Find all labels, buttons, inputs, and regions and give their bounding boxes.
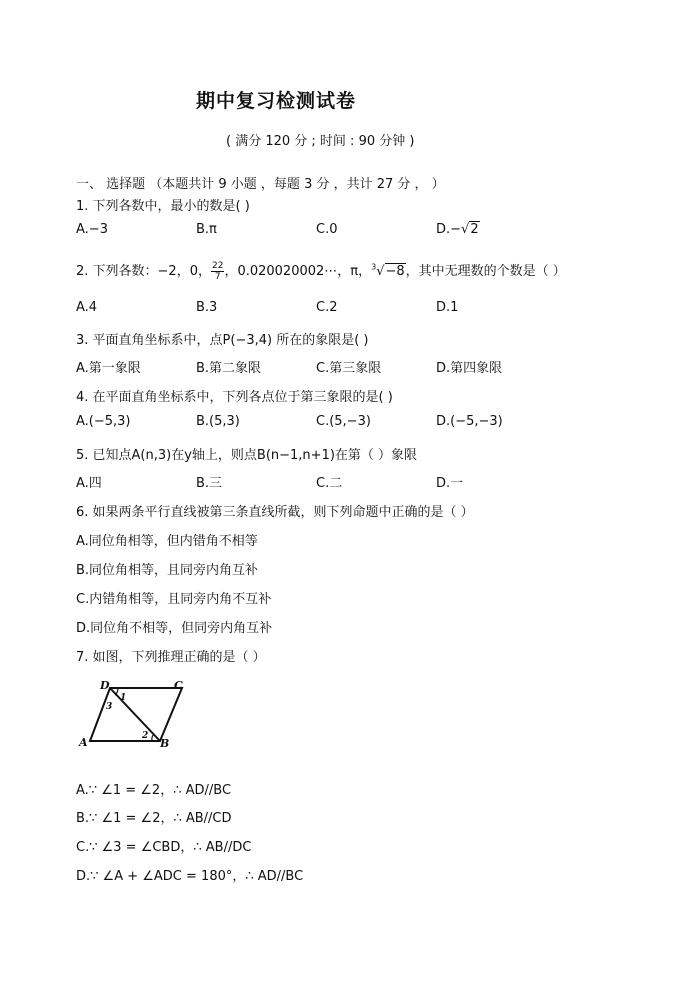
q7-option-d: D.∵ ∠A + ∠ADC = 180°，∴ AD//BC [76, 869, 304, 884]
q2-option-b: B.3 [196, 300, 218, 315]
cube-root-symbol: √ [376, 264, 385, 279]
parallelogram-figure [78, 678, 194, 750]
q4-option-a: A.(−5,3) [76, 414, 131, 429]
q1-option-c: C.0 [316, 222, 338, 237]
q6-option-d: D.同位角不相等，但同旁内角互补 [76, 621, 273, 636]
q1-option-d [436, 222, 480, 237]
q1-option-a: A.−3 [76, 222, 108, 237]
label-a: A [79, 736, 88, 749]
q3-option-a: A.第一象限 [76, 361, 141, 376]
q2-stem-part-a: 2. 下列各数：−2，0， [76, 264, 211, 279]
question-2-stem [76, 260, 566, 282]
label-d: D [100, 679, 110, 692]
q3-option-b: B.第二象限 [196, 361, 262, 376]
diagonal-bd [110, 688, 160, 741]
sqrt-symbol: √ [461, 222, 470, 237]
q5-option-a: A.四 [76, 476, 102, 491]
q6-option-c: C.内错角相等，且同旁内角不互补 [76, 592, 272, 607]
question-7-stem: 7. 如图，下列推理正确的是（ ） [76, 650, 266, 665]
q7-option-a: A.∵ ∠1 = ∠2，∴ AD//BC [76, 783, 232, 798]
question-3-options [76, 357, 636, 377]
q7-option-b: B.∵ ∠1 = ∠2，∴ AB//CD [76, 811, 232, 826]
q7-option-c: C.∵ ∠3 = ∠CBD，∴ AB//DC [76, 840, 252, 855]
q2-stem-part-c: ，其中无理数的个数是（ ） [405, 264, 566, 279]
q4-option-b: B.(5,3) [196, 414, 240, 429]
question-4-stem: 4. 在平面直角坐标系中，下列各点位于第三象限的是( ) [76, 390, 393, 405]
figure-lines [90, 688, 182, 741]
angle-label-1: 1 [120, 693, 127, 703]
q2-root-index: 3 [371, 262, 377, 272]
q2-option-c: C.2 [316, 300, 338, 315]
q4-option-d: D.(−5,−3) [436, 414, 503, 429]
question-1-stem: 1. 下列各数中，最小的数是( ) [76, 199, 250, 214]
question-2-options [76, 300, 636, 320]
q5-option-d: D.一 [436, 476, 464, 491]
label-c: C [174, 679, 183, 692]
question-5-stem: 5. 已知点A(n,3)在y轴上，则点B(n−1,n+1)在第（ ）象限 [76, 448, 418, 463]
q2-fraction [211, 261, 224, 282]
exam-subtitle: ( 满分 120 分 ; 时间 : 90 分钟 ) [226, 134, 415, 149]
q5-option-c: C.二 [316, 476, 343, 491]
q2-root-radicand: −8 [385, 264, 405, 279]
q2-stem-part-b: ，0.020020002⋯，π， [224, 264, 372, 279]
q2-option-a: A.4 [76, 300, 98, 315]
q2-option-d: D.1 [436, 300, 459, 315]
angle-arc-1 [115, 688, 118, 695]
angle-label-3: 3 [106, 702, 113, 712]
angle-arc-2 [152, 734, 154, 741]
q3-option-c: C.第三象限 [316, 361, 382, 376]
q2-fraction-denominator: 7 [214, 272, 221, 282]
question-4-options [76, 414, 636, 434]
question-6-stem: 6. 如果两条平行直线被第三条直线所截，则下列命题中正确的是（ ） [76, 505, 474, 520]
question-1-options [76, 222, 636, 242]
question-3-stem: 3. 平面直角坐标系中，点P(−3,4) 所在的象限是( ) [76, 333, 369, 348]
label-b: B [160, 737, 170, 750]
q4-option-c: C.(5,−3) [316, 414, 371, 429]
page-title: 期中复习检测试卷 [196, 90, 357, 112]
q3-option-d: D.第四象限 [436, 361, 503, 376]
q1-option-d-prefix: D.− [436, 222, 462, 237]
q6-option-b: B.同位角相等，且同旁内角互补 [76, 563, 259, 578]
q1-option-d-radicand: 2 [470, 222, 479, 237]
q6-option-a: A.同位角相等，但内错角不相等 [76, 534, 258, 549]
question-5-options [76, 472, 636, 492]
q5-option-b: B.三 [196, 476, 223, 491]
q1-option-b: B.π [196, 222, 217, 237]
q2-fraction-numerator: 22 [211, 261, 224, 271]
section-heading: 一、 选择题 （本题共计 9 小题 ，每题 3 分 ，共计 27 分 ， ） [76, 177, 445, 192]
angle-label-2: 2 [142, 731, 149, 741]
